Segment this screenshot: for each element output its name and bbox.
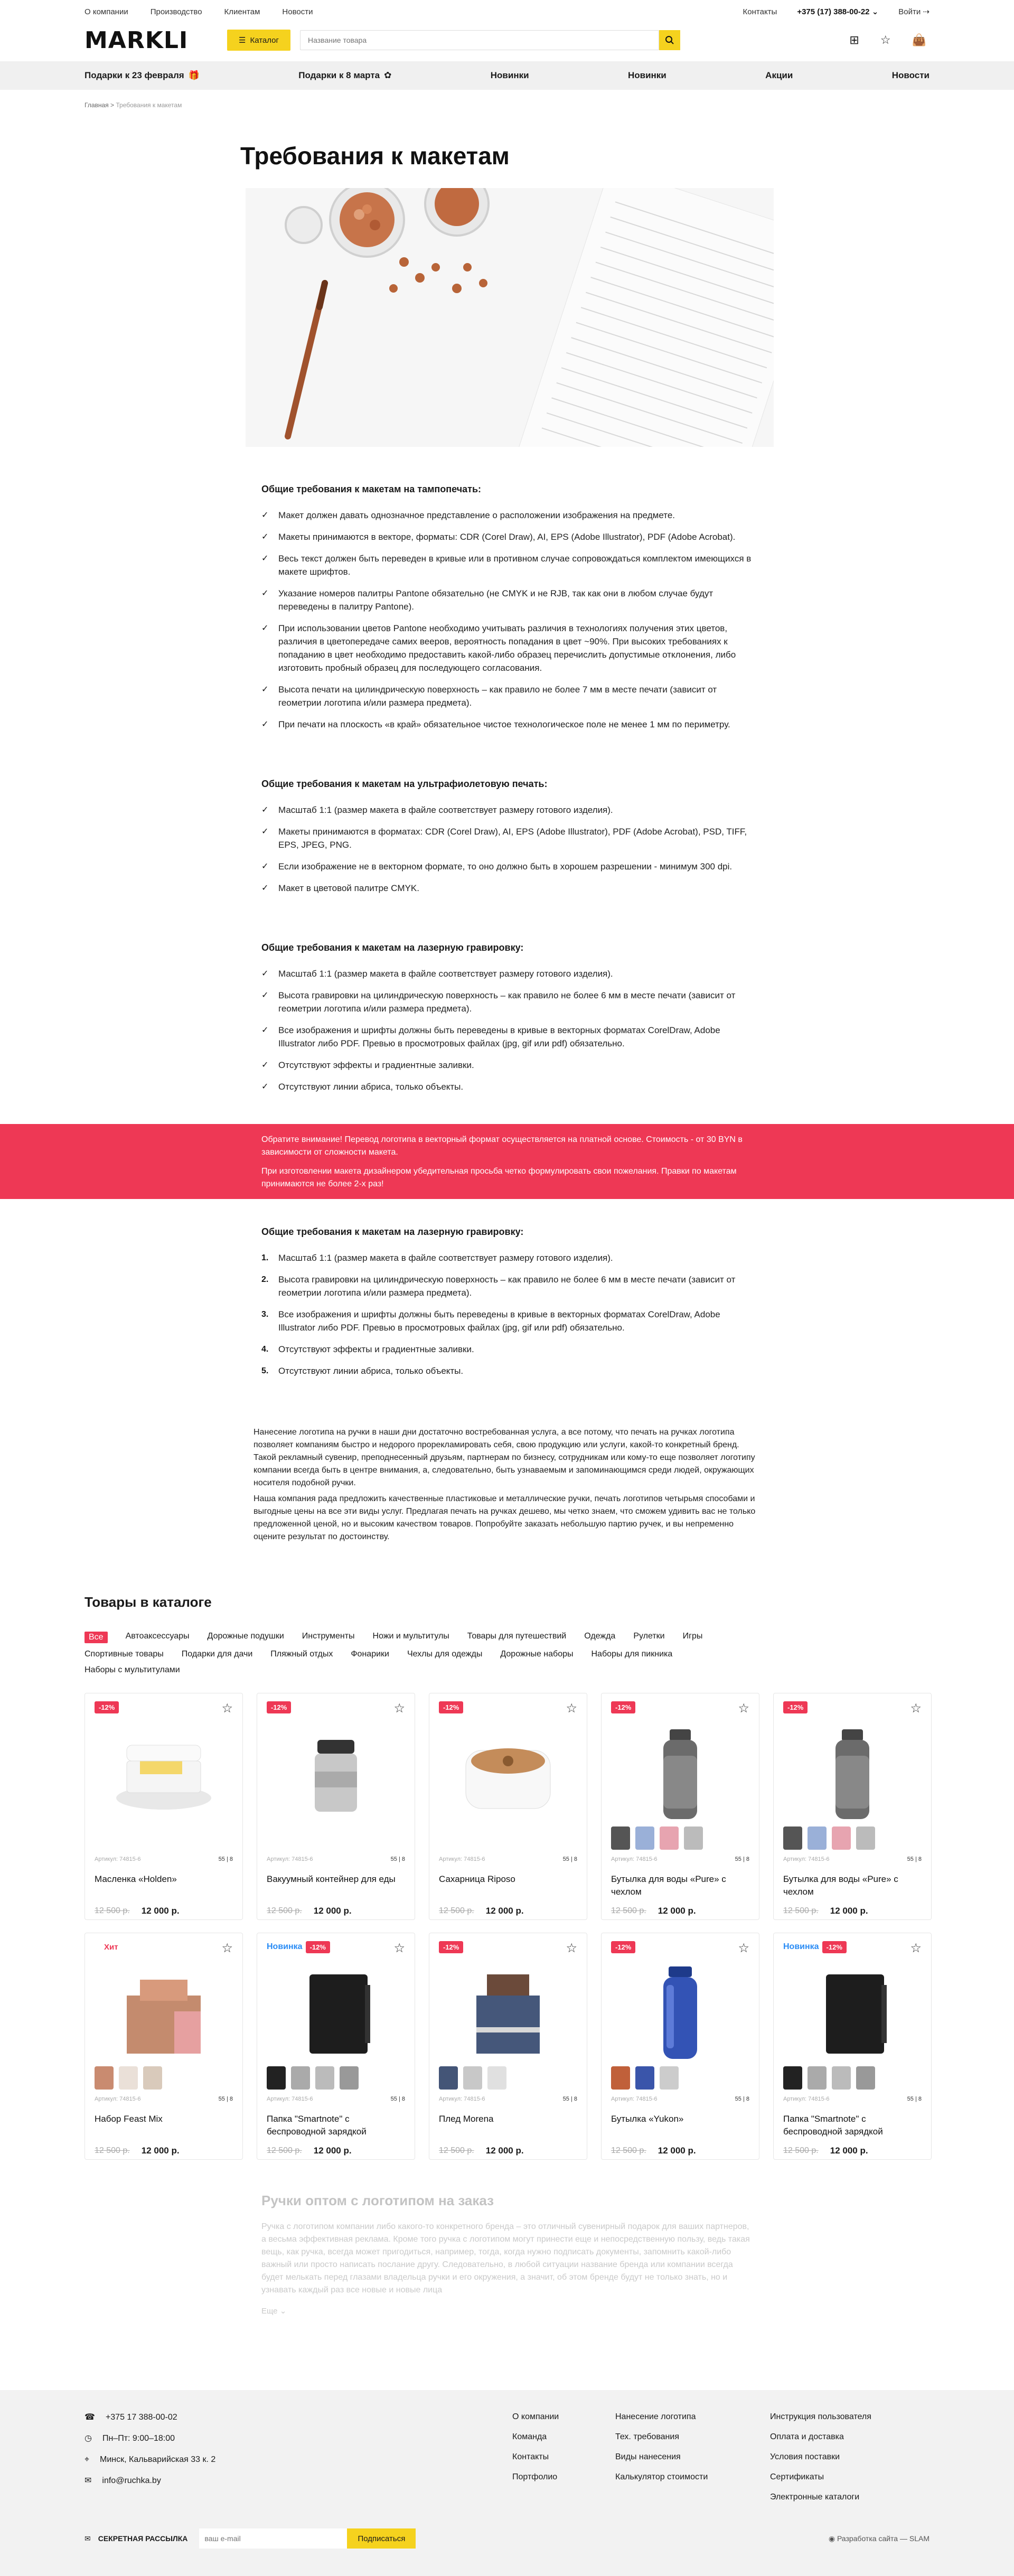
product-card[interactable] — [257, 1933, 415, 2160]
chip[interactable]: Фонарики — [351, 1650, 389, 1659]
color-swatch[interactable] — [856, 2066, 875, 2090]
color-swatch[interactable] — [611, 2066, 630, 2090]
swatch-row — [783, 2065, 922, 2091]
current-price: 12 000 р. — [313, 2146, 352, 2156]
catalog-button[interactable]: ☰ Каталог — [227, 30, 290, 51]
footer-link[interactable]: Условия поставки — [770, 2452, 840, 2461]
list-item: ✓ Отсутствуют эффекты и градиентные заливки. — [261, 1058, 753, 1072]
product-stock: 55 | 8 — [562, 2096, 577, 2102]
check-icon: ✓ — [261, 969, 269, 978]
section-laser-numbered — [261, 1226, 753, 1378]
top-link-news[interactable]: Новости — [282, 7, 313, 16]
color-swatch[interactable] — [95, 2066, 114, 2090]
notice-text: Обратите внимание! Перевод логотипа в векторный формат осуществляется на платной основе. Стоимость - от 30 BYN в зависимости от сложности макета. — [261, 1135, 743, 1157]
color-swatch[interactable] — [611, 1826, 630, 1850]
product-name[interactable]: Бутылка «Yukon» — [611, 2114, 684, 2124]
favorite-star-icon[interactable]: ☆ — [221, 1701, 233, 1716]
favorites-star-icon[interactable]: ☆ — [880, 33, 891, 46]
swatch-row — [439, 2065, 577, 2091]
seo-title: Ручки оптом с логотипом на заказ — [261, 2193, 494, 2208]
product-badge: -12% — [611, 1941, 635, 1953]
list-item: ✓ Высота печати на цилиндрическую поверхность – как правило не более 7 мм в месте печати (зависит от геометрии логотипа и/или размера предмета). — [261, 683, 753, 709]
seo-collapsed — [261, 2193, 753, 2316]
check-icon: ✓ — [261, 862, 269, 871]
footer-contacts: ☎ +375 17 388-00-02 ◷ Пн–Пт: 9:00–18:00 ⌖ Минск, Кальварийская 33 к. 2 ✉ info@ruchka.by — [84, 2413, 216, 2485]
product-card[interactable] — [601, 1933, 759, 2160]
current-price: 12 000 р. — [485, 1906, 524, 1916]
product-badge: -12% — [822, 1941, 847, 1953]
list-item: 1. Масштаб 1:1 (размер макета в файле соответствует размеру готового изделия). — [261, 1253, 613, 1263]
check-icon: ✓ — [261, 827, 269, 836]
color-swatch[interactable] — [856, 1826, 875, 1850]
nav-item-feb23[interactable]: Подарки к 23 февраля 🎁 — [84, 70, 200, 80]
product-meta — [95, 2096, 233, 2102]
product-grid — [84, 1693, 929, 2160]
chip[interactable]: Спортивные товары — [84, 1650, 164, 1659]
page-title: Требования к макетам — [240, 142, 510, 170]
section-title: Общие требования к макетам на лазерную гравировку: — [261, 1226, 524, 1237]
favorite-star-icon[interactable]: ☆ — [393, 1941, 405, 1955]
section-laser-engraving — [261, 942, 753, 1093]
check-icon: ✓ — [261, 532, 269, 541]
product-meta — [783, 1856, 922, 1862]
check-icon: ✓ — [261, 720, 269, 729]
product-image[interactable] — [627, 1724, 733, 1819]
breadcrumb-home[interactable]: Главная — [84, 101, 109, 109]
section-title: Общие требования к макетам на тампопечать: — [261, 484, 482, 494]
search-box — [300, 30, 659, 50]
product-price — [783, 1906, 922, 1916]
product-image[interactable] — [283, 1964, 389, 2059]
badges — [267, 1940, 405, 1954]
swatch-row — [611, 2065, 749, 2091]
search-button[interactable] — [659, 30, 680, 50]
main-nav — [0, 61, 1014, 90]
check-icon: ✓ — [261, 685, 269, 694]
login-arrow-icon: ⇢ — [923, 7, 929, 16]
phone-number[interactable]: +375 (17) 388-00-22 ⌄ — [797, 7, 879, 16]
swatch-row — [439, 1825, 577, 1851]
check-icon: ✓ — [261, 1061, 269, 1070]
product-article: Артикул: 74815-6 — [439, 2096, 485, 2102]
top-link-contacts[interactable]: Контакты — [743, 7, 777, 16]
color-swatch[interactable] — [783, 1826, 802, 1850]
notice-text: При изготовлении макета дизайнером убедительная просьба четко формулировать свои пожелания. Правки по макетам принимаются не более 2-х раз! — [261, 1167, 737, 1188]
list-item: ✓ Отсутствуют линии абриса, только объекты. — [261, 1080, 753, 1093]
product-badge: -12% — [783, 1701, 808, 1713]
product-name[interactable]: Бутылка для воды «Pure» с чехлом — [783, 1874, 898, 1897]
product-image[interactable] — [455, 1964, 561, 2059]
logo[interactable]: MARKLI — [84, 26, 189, 54]
flower-icon: ✿ — [384, 70, 392, 80]
color-swatch[interactable] — [783, 2066, 802, 2090]
product-image[interactable] — [111, 1724, 217, 1819]
current-price: 12 000 р. — [658, 2146, 696, 2156]
chip[interactable]: Рулетки — [633, 1632, 665, 1641]
list-item: ✓ Высота гравировки на цилиндрическую поверхность – как правило не более 6 мм в месте печати (зависит от геометрии логотипа и/или размера предмета). — [261, 989, 753, 1015]
swatch-row — [95, 2065, 233, 2091]
subscribe-button[interactable]: Подписаться — [347, 2528, 416, 2549]
footer-bottom — [84, 2528, 929, 2549]
top-link-clients[interactable]: Клиентам — [224, 7, 260, 16]
product-badge: -12% — [306, 1941, 330, 1953]
badges — [95, 1700, 233, 1715]
old-price: 12 500 р. — [267, 2146, 302, 2155]
color-swatch[interactable] — [808, 1826, 827, 1850]
footer-link[interactable]: Нанесение логотипа — [615, 2412, 696, 2421]
old-price: 12 500 р. — [95, 1906, 130, 1915]
footer-link[interactable]: Оплата и доставка — [770, 2432, 844, 2441]
product-article: Артикул: 74815-6 — [611, 1856, 658, 1862]
compare-icon[interactable]: ⊞ — [849, 33, 859, 46]
product-badge: Новинка — [267, 1942, 303, 1951]
product-article: Артикул: 74815-6 — [783, 2096, 830, 2102]
search-icon — [665, 35, 674, 45]
product-image[interactable] — [283, 1724, 389, 1819]
product-meta — [783, 2096, 922, 2102]
list-item: ✓ При использовании цветов Pantone необходимо учитывать различия в технологиях получения этих цветов, различия в цветопередаче самих вееров, вероятность попадания в цвет ~90%. При высоких требованиях к попаданию в цвет необходимо предоставить какой-либо образец перечислить допустимые отклонения, либо изготовить пробный образец для последующего согласования. — [261, 622, 753, 675]
chip[interactable]: Товары для путешествий — [467, 1632, 567, 1641]
section-title: Общие требования к макетам на лазерную гравировку: — [261, 942, 524, 953]
product-article: Артикул: 74815-6 — [95, 2096, 141, 2102]
color-swatch[interactable] — [832, 1826, 851, 1850]
product-card[interactable] — [257, 1693, 415, 1920]
breadcrumb-current: Требования к макетам — [116, 101, 182, 109]
color-swatch[interactable] — [439, 2066, 458, 2090]
color-swatch[interactable] — [635, 2066, 654, 2090]
swatch-row — [267, 1825, 405, 1851]
badges — [611, 1940, 749, 1954]
product-name[interactable]: Папка "Smartnote" с беспроводной зарядкой — [783, 2114, 883, 2137]
product-badge: -12% — [267, 1701, 291, 1713]
footer-link[interactable]: Калькулятор стоимости — [615, 2472, 708, 2481]
product-badge: -12% — [439, 1941, 463, 1953]
favorite-star-icon[interactable]: ☆ — [221, 1941, 233, 1955]
notice-banner — [0, 1124, 1014, 1199]
color-swatch[interactable] — [808, 2066, 827, 2090]
product-price — [95, 1906, 233, 1916]
badges — [611, 1700, 749, 1715]
product-price — [95, 2146, 233, 2156]
color-swatch[interactable] — [340, 2066, 359, 2090]
newsletter-label: ✉ СЕКРЕТНАЯ РАССЫЛКА — [84, 2534, 188, 2543]
product-image[interactable] — [455, 1724, 561, 1819]
list-item: ✓ Если изображение не в векторном формате, то оно должно быть в хорошем разрешении - минимум 300 dpi. — [261, 860, 753, 873]
nav-item-news[interactable]: Новости — [891, 70, 929, 80]
nav-item-new-1[interactable]: Новинки — [490, 70, 529, 80]
color-swatch[interactable] — [267, 2066, 286, 2090]
old-price: 12 500 р. — [611, 2146, 646, 2155]
color-swatch[interactable] — [119, 2066, 138, 2090]
footer-col-company — [512, 2412, 615, 2502]
section-uv-printing — [261, 779, 753, 895]
footer-link[interactable]: Контакты — [512, 2452, 549, 2461]
list-item: ✓ При печати на плоскость «в край» обязательное чистое технологическое поле не менее 1 мм по периметру. — [261, 718, 753, 731]
list-item: 3. Все изображения и шрифты должны быть переведены в кривые в векторных форматах CorelDraw, Adobe Illustrator либо PDF. Превью в просмотровых файлах (jpg, gif или pdf) обязательно. — [261, 1309, 720, 1333]
breadcrumb: Главная > Требования к макетам — [84, 101, 182, 109]
product-stock: 55 | 8 — [735, 2096, 749, 2102]
slam-logo-icon: ◉ — [828, 2534, 835, 2543]
chip[interactable]: Дорожные подушки — [207, 1632, 284, 1641]
current-price: 12 000 р. — [658, 1906, 696, 1916]
list-item: ✓ Указание номеров палитры Pantone обязательно (не CMYK и не RJB, так как они в любом случае будут переведены в палитру Pantone). — [261, 587, 753, 613]
product-name[interactable]: Масленка «Holden» — [95, 1874, 177, 1884]
nav-item-new-2[interactable]: Новинки — [627, 70, 666, 80]
product-image[interactable] — [111, 1964, 217, 2059]
product-card[interactable] — [773, 1693, 932, 1920]
topbar — [84, 0, 929, 23]
color-swatch[interactable] — [660, 2066, 679, 2090]
color-swatch[interactable] — [832, 2066, 851, 2090]
list-item: ✓ Весь текст должен быть переведен в кривые или в противном случае сопровождаться комплектом имеющихся в макете шрифтов. — [261, 552, 753, 578]
product-stock: 55 | 8 — [735, 1856, 749, 1862]
list-item: 4. Отсутствуют эффекты и градиентные заливки. — [261, 1344, 474, 1354]
chip[interactable]: Одежда — [584, 1632, 616, 1641]
check-icon: ✓ — [261, 624, 269, 633]
badges — [267, 1700, 405, 1715]
product-meta — [611, 2096, 749, 2102]
product-article: Артикул: 74815-6 — [439, 1856, 485, 1862]
footer-link[interactable]: Команда — [512, 2432, 547, 2441]
swatch-row — [783, 1825, 922, 1851]
current-price: 12 000 р. — [141, 1906, 180, 1916]
swatch-row — [267, 2065, 405, 2091]
product-price — [267, 2146, 405, 2156]
gift-icon: 🎁 — [188, 70, 200, 80]
favorite-star-icon[interactable]: ☆ — [910, 1701, 922, 1716]
product-stock: 55 | 8 — [907, 1856, 922, 1862]
product-meta — [439, 2096, 577, 2102]
category-chips — [84, 1632, 750, 1675]
hero-photo-illustration — [246, 188, 774, 447]
badges — [439, 1700, 577, 1715]
favorite-star-icon[interactable]: ☆ — [738, 1701, 749, 1716]
product-stock: 55 | 8 — [218, 2096, 233, 2102]
seo-text: Нанесение логотипа на ручки в наши дни достаточно востребованная услуга, а все потому, что печать на ручках логотипа позволяет компаниям быстро и недорого прорекламировать себя, свою продукцию или услуги, какой-то конкретный бренд. Такой рекламный сувенир, преподнесенный друзьям, партнерам по бизнесу, сотрудникам или кому-то еще позволяет логотипу компании всегда быть в центре внимания, а, следовательно, быть узнаваемым и запоминающимся среди людей, окружающих носителя подобной ручки. Наша компания рада предложить качественные пластиковые и металлические ручки, печать логотипов четырьмя способами и выгодные цены на все эти виды услуг. Предлагая печать на ручках дешево, мы четко знаем, что сможем удивить вас не только предложенной ценой, но и высоким качеством товаров. Попробуйте заказать небольшую партию ручек, и вы непременно оцените результат по достоинству. — [253, 1428, 756, 1541]
clock-icon: ◷ — [84, 2434, 92, 2443]
color-swatch[interactable] — [635, 1826, 654, 1850]
envelope-icon: ✉ — [84, 2534, 91, 2543]
old-price: 12 500 р. — [611, 1906, 646, 1915]
cart-bag-icon[interactable]: 👜 — [912, 33, 926, 46]
product-badge: Хит — [104, 1942, 118, 1952]
location-pin-icon: ⌖ — [84, 2455, 90, 2464]
nav-item-sales[interactable]: Акции — [765, 70, 793, 80]
favorite-star-icon[interactable]: ☆ — [738, 1941, 749, 1955]
top-link-production[interactable]: Производство — [150, 7, 202, 16]
list-item: ✓ Макет в цветовой палитре CMYK. — [261, 882, 753, 895]
footer-link[interactable]: Портфолио — [512, 2472, 558, 2481]
footer-link[interactable]: Сертификаты — [770, 2472, 824, 2481]
list-item: 5. Отсутствуют линии абриса, только объекты. — [261, 1366, 464, 1376]
product-name[interactable]: Плед Morena — [439, 2114, 494, 2124]
list-item: ✓ Макеты принимаются в форматах: CDR (Corel Draw), AI, EPS (Adobe Illustrator), PDF (Adobe Acrobat), PSD, TIFF, EPS, JPEG, PNG. — [261, 825, 753, 851]
product-article: Артикул: 74815-6 — [95, 1856, 141, 1862]
footer-link[interactable]: Виды нанесения — [615, 2452, 681, 2461]
color-swatch[interactable] — [660, 1826, 679, 1850]
product-stock: 55 | 8 — [218, 1856, 233, 1862]
chip[interactable]: Дорожные наборы — [500, 1650, 574, 1659]
check-icon: ✓ — [261, 511, 269, 520]
color-swatch[interactable] — [487, 2066, 506, 2090]
footer-link[interactable]: О компании — [512, 2412, 559, 2421]
chip[interactable]: Пляжный отдых — [270, 1650, 333, 1659]
hero-image — [246, 188, 774, 447]
product-card[interactable] — [601, 1693, 759, 1920]
footer-link[interactable]: Инструкция пользователя — [770, 2412, 871, 2421]
search-input[interactable] — [308, 36, 659, 44]
developer-credit[interactable]: ◉ Разработка сайта — SLAM — [828, 2534, 929, 2543]
color-swatch[interactable] — [315, 2066, 334, 2090]
nav-item-mar8[interactable]: Подарки к 8 марта ✿ — [298, 70, 392, 80]
product-meta — [267, 2096, 405, 2102]
badges — [439, 1940, 577, 1954]
color-swatch[interactable] — [291, 2066, 310, 2090]
current-price: 12 000 р. — [141, 2146, 180, 2156]
product-article: Артикул: 74815-6 — [267, 1856, 313, 1862]
check-icon: ✓ — [261, 805, 269, 814]
chip[interactable]: Ножи и мультитулы — [372, 1632, 449, 1641]
chip[interactable]: Автоаксессуары — [125, 1632, 190, 1641]
badges — [783, 1940, 922, 1954]
old-price: 12 500 р. — [95, 2146, 130, 2155]
old-price: 12 500 р. — [439, 1906, 474, 1915]
chip[interactable]: Наборы для пикника — [591, 1650, 673, 1659]
product-image[interactable] — [627, 1964, 733, 2059]
newsletter-email-input[interactable] — [199, 2528, 347, 2549]
badges — [95, 1940, 233, 1954]
chip[interactable]: Инструменты — [302, 1632, 355, 1641]
product-card[interactable] — [84, 1933, 243, 2160]
product-badge: Новинка — [783, 1942, 819, 1951]
product-card[interactable] — [84, 1693, 243, 1920]
color-swatch[interactable] — [143, 2066, 162, 2090]
favorite-star-icon[interactable]: ☆ — [910, 1941, 922, 1955]
current-price: 12 000 р. — [485, 2146, 524, 2156]
current-price: 12 000 р. — [313, 1906, 352, 1916]
list-item: 2. Высота гравировки на цилиндрическую поверхность – как правило не более 6 мм в месте печати (зависит от геометрии логотипа и/или размера предмета). — [261, 1275, 736, 1298]
product-card[interactable] — [773, 1933, 932, 2160]
favorite-star-icon[interactable]: ☆ — [566, 1701, 577, 1716]
show-more-link[interactable]: Еще ⌄ — [261, 2307, 287, 2316]
favorite-star-icon[interactable]: ☆ — [393, 1701, 405, 1716]
old-price: 12 500 р. — [439, 2146, 474, 2155]
product-meta — [611, 1856, 749, 1862]
list-item: ✓ Макет должен давать однозначное представление о расположении изображения на предмете. — [261, 509, 753, 522]
old-price: 12 500 р. — [783, 1906, 819, 1915]
footer — [0, 2390, 1014, 2576]
product-name[interactable]: Бутылка для воды «Pure» с чехлом — [611, 1874, 726, 1897]
product-price — [611, 2146, 749, 2156]
section-pad-printing — [261, 484, 753, 731]
check-icon: ✓ — [261, 1082, 269, 1091]
header — [84, 23, 929, 57]
product-name[interactable]: Сахарница Riposo — [439, 1874, 515, 1884]
section-title: Общие требования к макетам на ультрафиолетовую печать: — [261, 779, 548, 789]
product-card[interactable] — [429, 1693, 587, 1920]
product-price — [267, 1906, 405, 1916]
footer-col-services — [615, 2412, 770, 2502]
product-badge: -12% — [439, 1701, 463, 1713]
swatch-row — [611, 1825, 749, 1851]
list-item: ✓ Масштаб 1:1 (размер макета в файле соответствует размеру готового изделия). — [261, 803, 753, 817]
swatch-row — [95, 1825, 233, 1851]
product-stock: 55 | 8 — [390, 1856, 405, 1862]
chip[interactable]: Игры — [682, 1632, 703, 1641]
product-price — [783, 2146, 922, 2156]
product-stock: 55 | 8 — [907, 2096, 922, 2102]
footer-link[interactable]: Тех. требования — [615, 2432, 679, 2441]
product-name[interactable]: Набор Feast Mix — [95, 2114, 163, 2124]
chevron-down-icon: ⌄ — [871, 7, 879, 16]
footer-link[interactable]: Электронные каталоги — [770, 2493, 860, 2502]
product-card[interactable] — [429, 1933, 587, 2160]
chip[interactable]: Наборы с мультитулами — [84, 1665, 180, 1674]
color-swatch[interactable] — [684, 1826, 703, 1850]
footer-col-info — [770, 2412, 871, 2502]
login-link[interactable]: Войти ⇢ — [898, 7, 929, 16]
badges — [783, 1700, 922, 1715]
seo-paragraph: Ручка с логотипом компании либо какого-то конкретного бренда – это отличный сувенирный подарок для ваших партнеров, а весьма эффективная реклама. Кроме того ручка с логотипом могут принести еще и непосредственную пользу, ведь такая вещь, как ручка, всегда может пригодиться, например, тогда, когда нужно подписать документы, запомнить какой-либо важный или просто написать послание другу. Следовательно, в любой ситуации название бренда или компании всегда будет мелькать перед глазами владельца ручки и его окружения, а значит, об этом бренде будут не только знать, но и узнавать каждый раз все новые и новые лица — [261, 2222, 750, 2294]
product-name[interactable]: Вакуумный контейнер для еды — [267, 1874, 396, 1884]
product-name[interactable]: Папка "Smartnote" с беспроводной зарядкой — [267, 2114, 367, 2137]
check-icon: ✓ — [261, 991, 269, 1000]
product-price — [611, 1906, 749, 1916]
product-price — [439, 1906, 577, 1916]
product-meta — [267, 1856, 405, 1862]
chip[interactable]: Чехлы для одежды — [407, 1650, 483, 1659]
check-icon: ✓ — [261, 884, 269, 893]
check-icon: ✓ — [261, 1026, 269, 1035]
phone-icon: ☎ — [84, 2413, 95, 2422]
old-price: 12 500 р. — [267, 1906, 302, 1915]
product-meta — [95, 1856, 233, 1862]
product-stock: 55 | 8 — [390, 2096, 405, 2102]
old-price: 12 500 р. — [783, 2146, 819, 2155]
product-article: Артикул: 74815-6 — [611, 2096, 658, 2102]
product-image[interactable] — [800, 1964, 905, 2059]
product-article: Артикул: 74815-6 — [783, 1856, 830, 1862]
product-badge: -12% — [95, 1701, 119, 1713]
chip-all[interactable]: Все — [84, 1632, 108, 1643]
list-item: ✓ Все изображения и шрифты должны быть переведены в кривые в векторных форматах CorelDraw, Adobe Illustrator либо PDF. Превью в просмотровых файлах (jpg, gif или pdf) обязательно. — [261, 1024, 753, 1050]
list-item: ✓ Макеты принимаются в векторе, форматы: CDR (Corel Draw), AI, EPS (Adobe Illustrator), PDF (Adobe Acrobat). — [261, 530, 753, 544]
color-swatch[interactable] — [463, 2066, 482, 2090]
product-price — [439, 2146, 577, 2156]
product-image[interactable] — [800, 1724, 905, 1819]
catalog-title: Товары в каталоге — [84, 1594, 212, 1610]
current-price: 12 000 р. — [830, 1906, 868, 1916]
check-icon: ✓ — [261, 589, 269, 598]
top-link-about[interactable]: О компании — [84, 7, 128, 16]
product-badge: -12% — [611, 1701, 635, 1713]
product-meta — [439, 1856, 577, 1862]
chip[interactable]: Подарки для дачи — [181, 1650, 253, 1659]
favorite-star-icon[interactable]: ☆ — [566, 1941, 577, 1955]
check-icon: ✓ — [261, 554, 269, 563]
product-article: Артикул: 74815-6 — [267, 2096, 313, 2102]
product-stock: 55 | 8 — [562, 1856, 577, 1862]
menu-icon: ☰ — [239, 36, 246, 45]
list-item: ✓ Масштаб 1:1 (размер макета в файле соответствует размеру готового изделия). — [261, 967, 753, 980]
mail-icon: ✉ — [84, 2476, 92, 2485]
current-price: 12 000 р. — [830, 2146, 868, 2156]
chevron-down-icon: ⌄ — [279, 2307, 287, 2316]
